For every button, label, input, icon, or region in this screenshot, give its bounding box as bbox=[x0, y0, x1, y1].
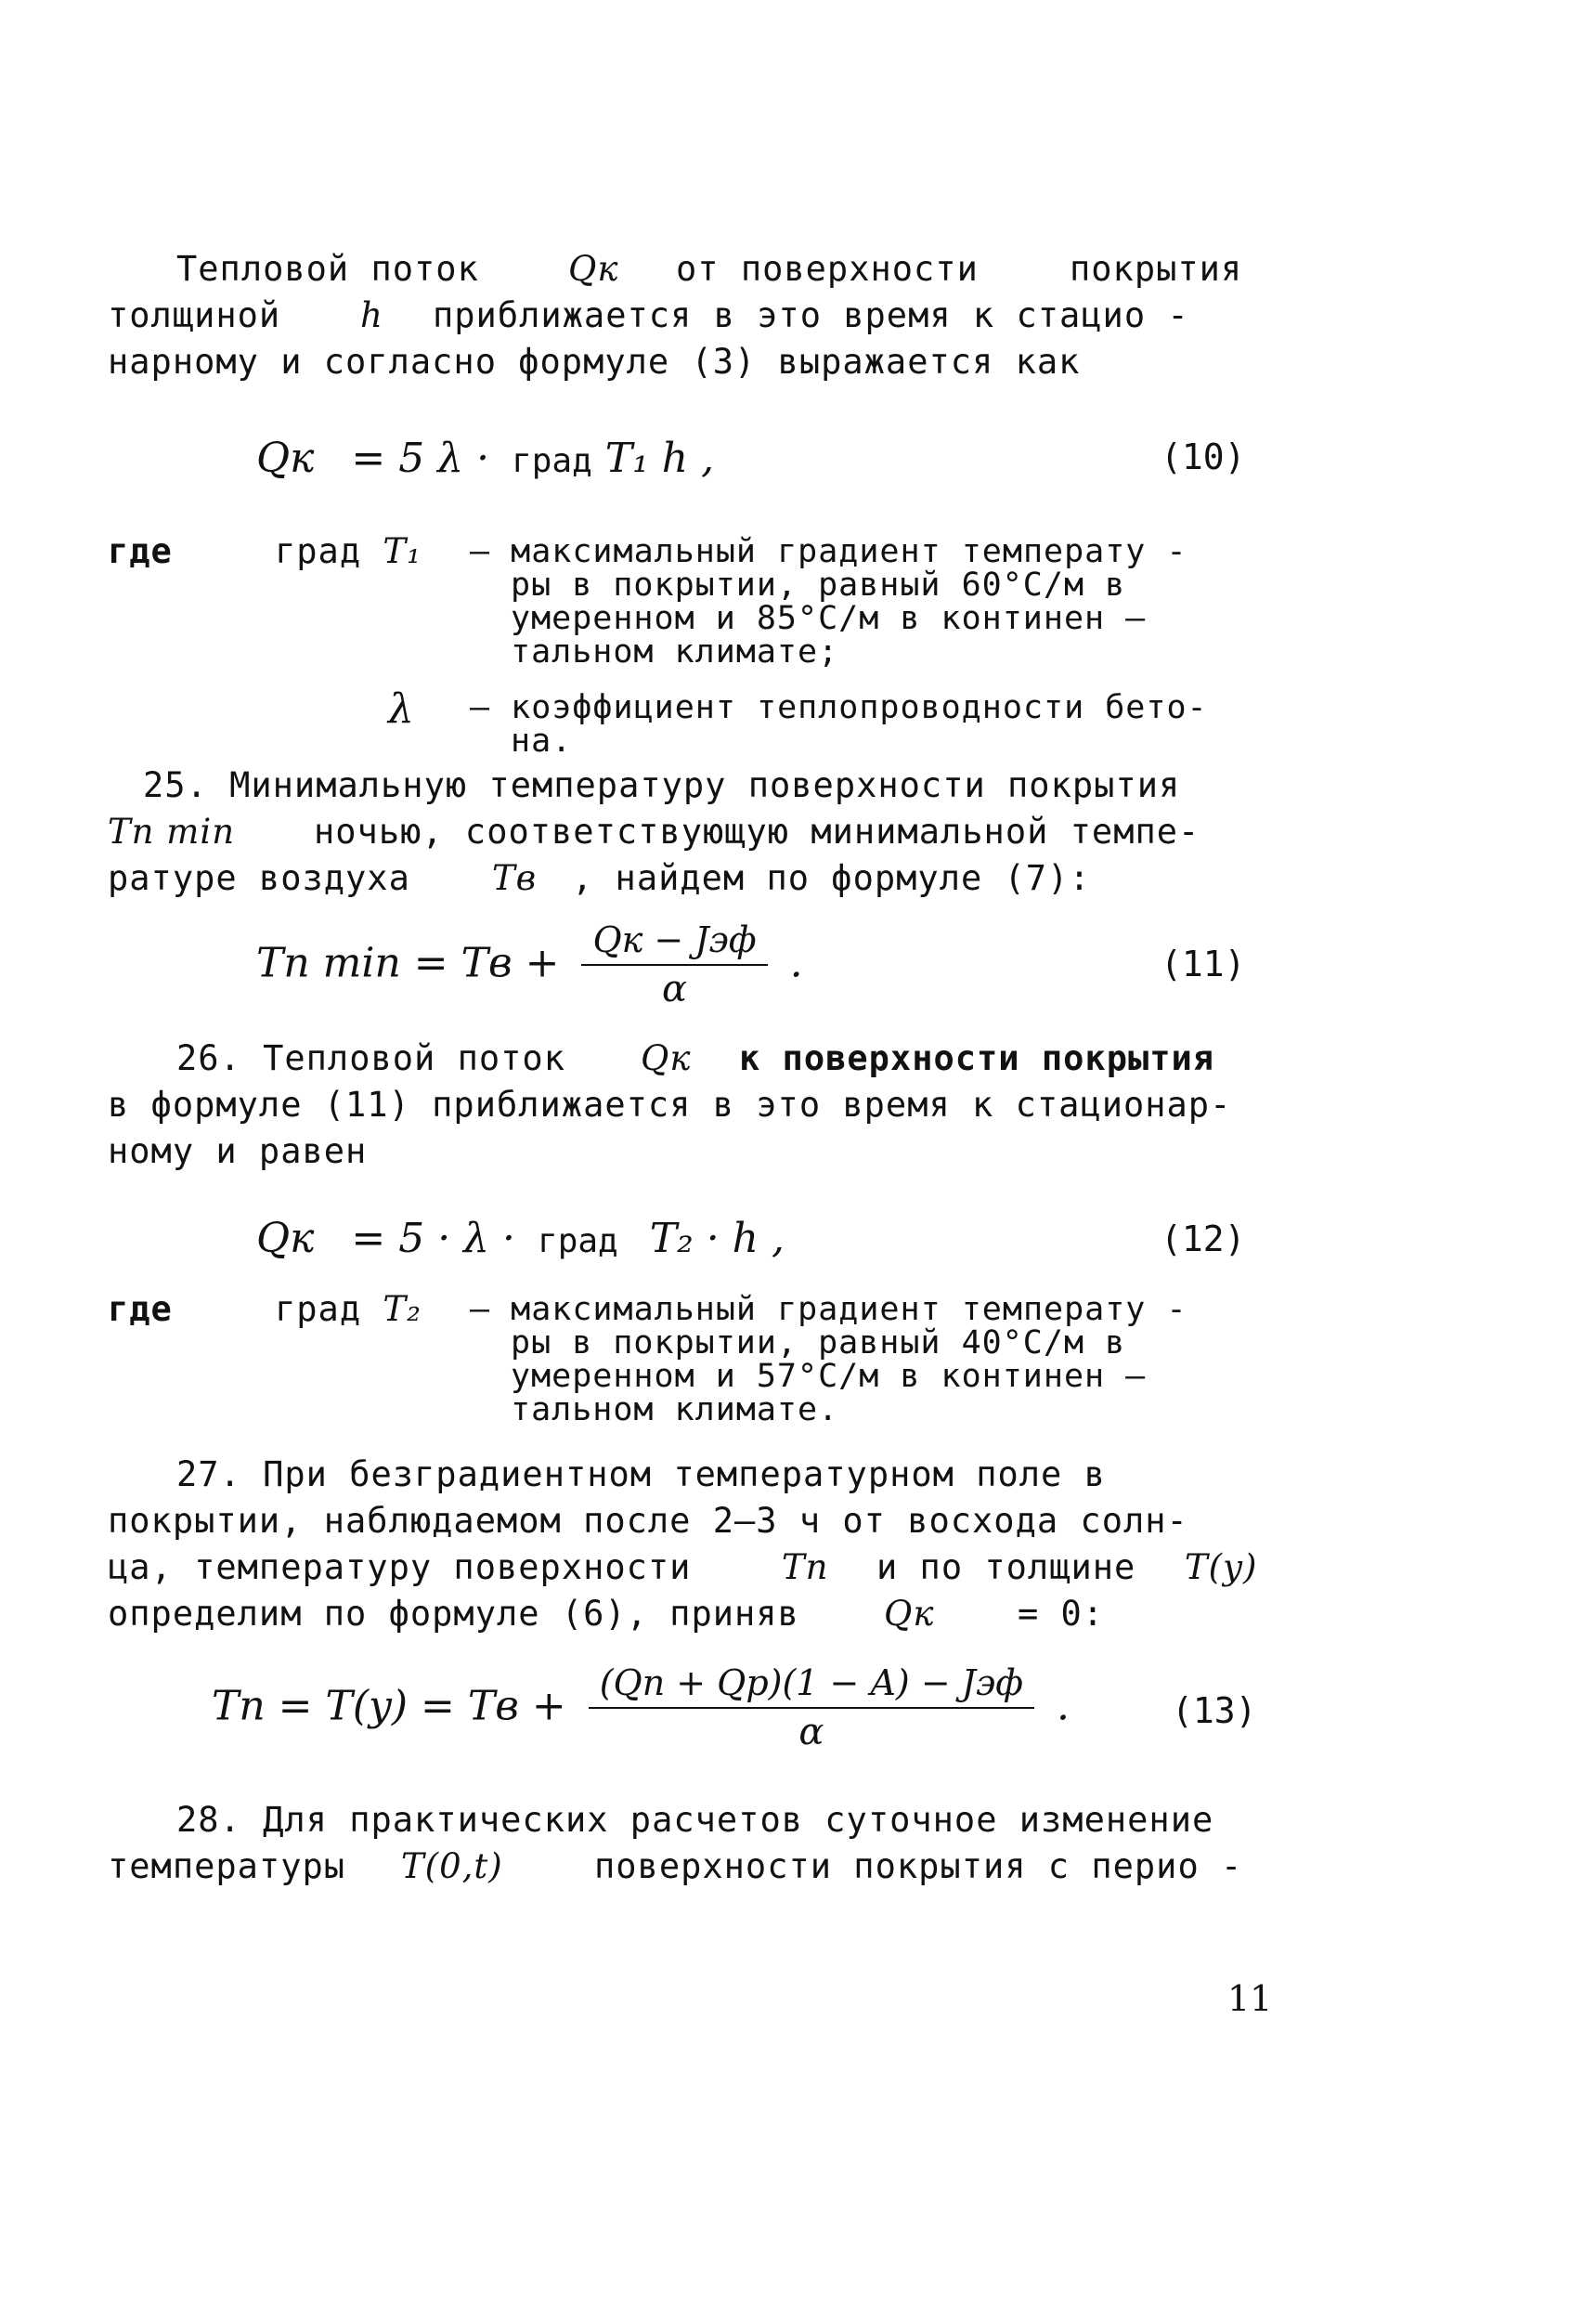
p26-line-3: ному и равен bbox=[108, 1131, 368, 1171]
p25-l2-symbol: Tп min bbox=[108, 812, 236, 852]
def10-d1-line4: тальном климате; bbox=[511, 633, 839, 671]
eq13-fraction bbox=[589, 1662, 1034, 1755]
eq12-number: (12) bbox=[1161, 1218, 1246, 1259]
p27-l4-symbol: Qк bbox=[884, 1594, 935, 1634]
page-number: 11 bbox=[1227, 1978, 1273, 2019]
p25-line-2: ночью, соответствующую минимальной темпе- bbox=[314, 812, 1200, 852]
p25-l3-symbol: Tв bbox=[492, 858, 538, 898]
eq11-number: (11) bbox=[1161, 944, 1246, 984]
eq12-grad: град bbox=[538, 1222, 618, 1260]
p27-l3-symbol-2: T(y) bbox=[1185, 1547, 1258, 1587]
eq13-formula bbox=[212, 1662, 1070, 1755]
def10-where: где bbox=[108, 531, 173, 571]
p1-line-3: нарному и согласно формуле (3) выражается как bbox=[108, 342, 1081, 382]
eq13-denominator: α bbox=[798, 1711, 824, 1753]
p1-line-1 bbox=[176, 247, 479, 292]
def10-d2-line2: на. bbox=[511, 723, 573, 760]
def12-line2: ры в покрытии, равный 40°С/м в bbox=[511, 1324, 1126, 1361]
eq11-lhs: Tп min = Tв + bbox=[256, 939, 560, 987]
eq10-grad: град bbox=[512, 442, 592, 480]
def10-d1-line3: умеренном и 85°С/м в континен – bbox=[511, 600, 1147, 637]
p1-l1b: от поверхности bbox=[676, 249, 979, 289]
p1-l2a: толщиной bbox=[108, 295, 281, 335]
eq10-eq: = 5 λ · bbox=[351, 435, 490, 482]
p28-line-1: 28. Для практических расчетов суточное изменение bbox=[176, 1800, 1214, 1840]
def12-grad-word: град bbox=[275, 1289, 362, 1329]
def10-d1-line1: – максимальный градиент температу - bbox=[470, 533, 1187, 570]
eq11-denominator: α bbox=[662, 968, 688, 1010]
eq13-lhs: Tп = T(y) = Tв + bbox=[212, 1682, 566, 1730]
p25-l3b: , найдем по формуле (7): bbox=[572, 858, 1091, 898]
def12-symbol: T₂ bbox=[383, 1289, 422, 1329]
eq11-formula bbox=[256, 919, 803, 1012]
eq12-rhs: T₂ · h , bbox=[649, 1215, 785, 1262]
def10-grad bbox=[275, 529, 422, 574]
def10-symbol-2: λ bbox=[388, 685, 415, 733]
eq10-number: (10) bbox=[1161, 436, 1246, 477]
p1-l1c: покрытия bbox=[1070, 249, 1243, 289]
eq13-number: (13) bbox=[1172, 1690, 1257, 1731]
p27-l3-symbol: Tп bbox=[782, 1547, 829, 1587]
p26-line-2: в формуле (11) приближается в это время к стационар- bbox=[108, 1085, 1232, 1125]
eq11-fraction bbox=[581, 919, 767, 1012]
p27-l3b: и по толщине bbox=[876, 1547, 1136, 1587]
eq11-tail: . bbox=[789, 939, 803, 987]
p25-l3a: ратуре воздуха bbox=[108, 858, 410, 898]
def12-line3: умеренном и 57°С/м в континен – bbox=[511, 1358, 1147, 1395]
def12-grad bbox=[275, 1287, 422, 1332]
eq10-formula bbox=[256, 433, 714, 488]
p26-l1-symbol: Qк bbox=[641, 1038, 692, 1078]
p1-l2b: приближается в это время к стацио - bbox=[433, 295, 1189, 335]
p27-line-1: 27. При безградиентном температурном поле в bbox=[176, 1454, 1106, 1494]
def10-d1-line2: ры в покрытии, равный 60°С/м в bbox=[511, 567, 1126, 604]
p28-l2a: температуры bbox=[108, 1846, 346, 1886]
p27-l4a: определим по формуле (6), приняв bbox=[108, 1594, 799, 1634]
eq13-tail: . bbox=[1057, 1682, 1070, 1730]
p28-l2-symbol: T(0,t) bbox=[401, 1846, 503, 1886]
eq12-lhs: Qк bbox=[256, 1215, 315, 1262]
eq10-rhs: T₁ h , bbox=[604, 435, 715, 482]
eq10-lhs: Qк bbox=[256, 435, 315, 482]
p1-l1a: Тепловой поток bbox=[176, 249, 479, 289]
eq11-numerator: Qк − Jэф bbox=[581, 919, 767, 966]
p26-l1a: 26. Тепловой поток bbox=[176, 1038, 565, 1078]
p26-l1b: к поверхности покрытия bbox=[739, 1038, 1215, 1078]
p28-l2b: поверхности покрытия с перио - bbox=[594, 1846, 1243, 1886]
def10-d2-line1: – коэффициент теплопроводности бето- bbox=[470, 689, 1208, 726]
p25-line-1: 25. Минимальную температуру поверхности покрытия bbox=[143, 765, 1181, 805]
p1-l1-symbol: Qк bbox=[568, 249, 619, 289]
eq12-eq: = 5 · λ · bbox=[351, 1215, 516, 1262]
p27-line-2: покрытии, наблюдаемом после 2–3 ч от восхода солн- bbox=[108, 1501, 1188, 1541]
p27-l3a: ца, температуру поверхности bbox=[108, 1547, 692, 1587]
p27-l4b: = 0: bbox=[1018, 1594, 1105, 1634]
def12-line1: – максимальный градиент температу - bbox=[470, 1291, 1187, 1328]
def10-grad-word: град bbox=[275, 531, 362, 571]
p1-l2-symbol: h bbox=[360, 295, 383, 335]
eq13-numerator: (Qп + Qр)(1 − A) − Jэф bbox=[589, 1662, 1034, 1709]
def12-line4: тальном климате. bbox=[511, 1391, 839, 1428]
def12-where: где bbox=[108, 1289, 173, 1329]
def10-symbol-1: T₁ bbox=[383, 531, 422, 571]
eq12-formula bbox=[256, 1213, 785, 1268]
